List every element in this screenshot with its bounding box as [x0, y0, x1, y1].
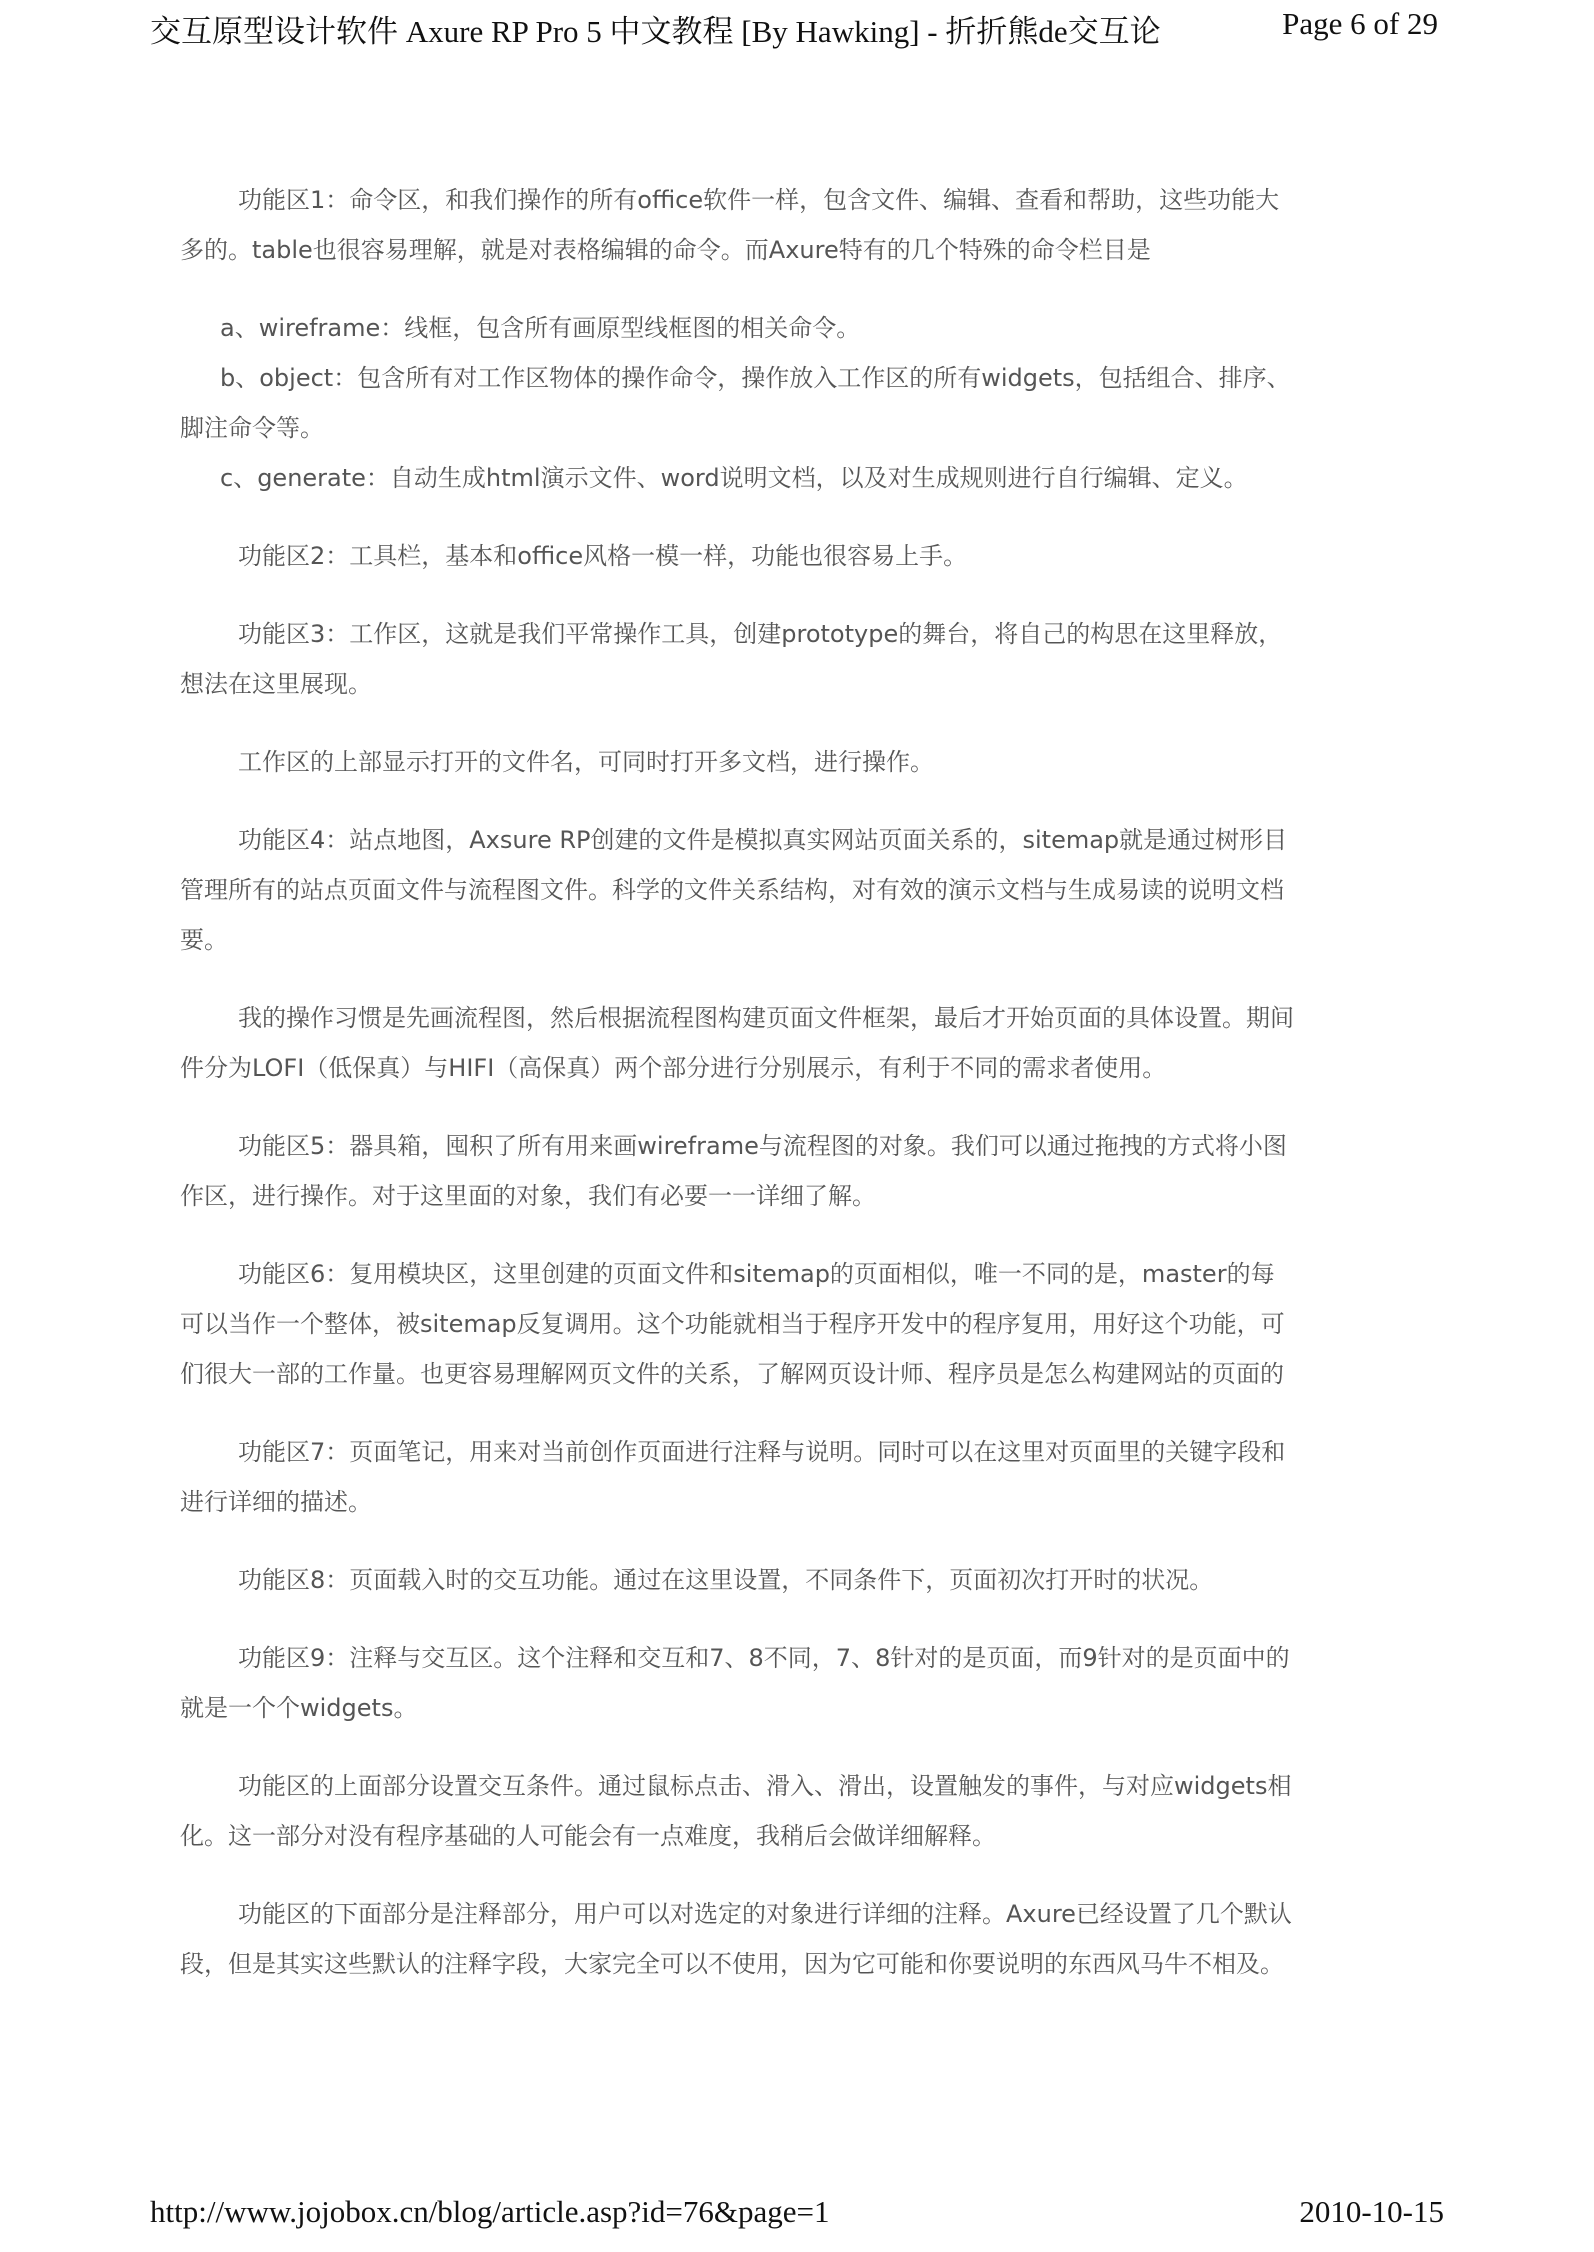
text-line: 功能区9：注释与交互区。这个注释和交互和7、8不同，7、8针对的是页面，而9针对的是页面中的 [238, 1644, 1290, 1672]
paragraph [180, 737, 1450, 787]
document-title: 交互原型设计软件 Axure RP Pro 5 中文教程 [By Hawking] - 折折熊de交互论 [150, 14, 1161, 49]
paragraph [180, 1761, 1450, 1861]
text-line: 进行详细的描述。 [180, 1488, 372, 1516]
text-line: 想法在这里展现。 [180, 670, 372, 698]
text-line: 功能区的下面部分是注释部分，用户可以对选定的对象进行详细的注释。Axure已经设置了几个默认 [238, 1900, 1292, 1928]
text-line: 我的操作习惯是先画流程图，然后根据流程图构建页面文件框架，最后才开始页面的具体设置。期间 [238, 1004, 1294, 1032]
source-url: http://www.jojobox.cn/blog/article.asp?id=76&page=1 [150, 2194, 830, 2229]
text-line: 管理所有的站点页面文件与流程图文件。科学的文件关系结构，对有效的演示文档与生成易读的说明文档 [180, 876, 1284, 904]
print-date: 2010-10-15 [1299, 2194, 1444, 2229]
paragraph [180, 531, 1450, 581]
list-item: a、wireframe：线框，包含所有画原型线框图的相关命令。 [220, 314, 861, 342]
text-line: 功能区1：命令区，和我们操作的所有office软件一样，包含文件、编辑、查看和帮助，这些功能大 [238, 186, 1280, 214]
paragraph [180, 815, 1450, 965]
page-footer [0, 2190, 1594, 2240]
paragraph [180, 175, 1450, 275]
text-line: 功能区7：页面笔记，用来对当前创作页面进行注释与说明。同时可以在这里对页面里的关键字段和 [238, 1438, 1286, 1466]
page-header [0, 0, 1594, 60]
text-line: 功能区5：器具箱，囤积了所有用来画wireframe与流程图的对象。我们可以通过拖拽的方式将小图 [238, 1132, 1287, 1160]
paragraph [180, 1121, 1450, 1221]
page-number: Page 6 of 29 [1282, 6, 1438, 41]
text-line: 功能区的上面部分设置交互条件。通过鼠标点击、滑入、滑出，设置触发的事件，与对应widgets相 [238, 1772, 1292, 1800]
text-line: 化。这一部分对没有程序基础的人可能会有一点难度，我稍后会做详细解释。 [180, 1822, 996, 1850]
paragraph [180, 609, 1450, 709]
text-line: 功能区6：复用模块区，这里创建的页面文件和sitemap的页面相似，唯一不同的是，master的每 [238, 1260, 1275, 1288]
list-item: c、generate：自动生成html演示文件、word说明文档，以及对生成规则进行自行编辑、定义。 [220, 464, 1248, 492]
paragraph [180, 1427, 1450, 1527]
text-line: 件分为LOFI（低保真）与HIFI（高保真）两个部分进行分别展示，有利于不同的需求者使用。 [180, 1054, 1167, 1082]
list-item-continuation: 脚注命令等。 [180, 414, 324, 442]
text-line: 们很大一部的工作量。也更容易理解网页文件的关系，了解网页设计师、程序员是怎么构建网站的页面的 [180, 1360, 1284, 1388]
text-line: 多的。table也很容易理解，就是对表格编辑的命令。而Axure特有的几个特殊的命令栏目是 [180, 236, 1151, 264]
list-item: b、object：包含所有对工作区物体的操作命令，操作放入工作区的所有widgets，包括组合、排序、 [220, 364, 1291, 392]
text-line: 工作区的上部显示打开的文件名，可同时打开多文档，进行操作。 [238, 748, 934, 776]
text-line: 要。 [180, 926, 228, 954]
paragraph [180, 993, 1450, 1093]
text-line: 功能区4：站点地图，Axsure RP创建的文件是模拟真实网站页面关系的，sitemap就是通过树形目 [238, 826, 1288, 854]
text-line: 功能区3：工作区，这就是我们平常操作工具，创建prototype的舞台，将自己的构思在这里释放， [238, 620, 1283, 648]
text-line: 段，但是其实这些默认的注释字段，大家完全可以不使用，因为它可能和你要说明的东西风马牛不相及。 [180, 1950, 1284, 1978]
paragraph [180, 1633, 1450, 1733]
text-line: 功能区2：工具栏，基本和office风格一模一样，功能也很容易上手。 [238, 542, 968, 570]
paragraph [180, 1555, 1450, 1605]
text-line: 作区，进行操作。对于这里面的对象，我们有必要一一详细了解。 [180, 1182, 876, 1210]
text-line: 可以当作一个整体，被sitemap反复调用。这个功能就相当于程序开发中的程序复用，用好这个功能，可 [180, 1310, 1285, 1338]
command-list [180, 303, 1450, 503]
paragraph [180, 1249, 1450, 1399]
text-line: 就是一个个widgets。 [180, 1694, 418, 1722]
article-body [180, 175, 1450, 2017]
text-line: 功能区8：页面载入时的交互功能。通过在这里设置，不同条件下，页面初次打开时的状况。 [238, 1566, 1214, 1594]
paragraph [180, 1889, 1450, 1989]
